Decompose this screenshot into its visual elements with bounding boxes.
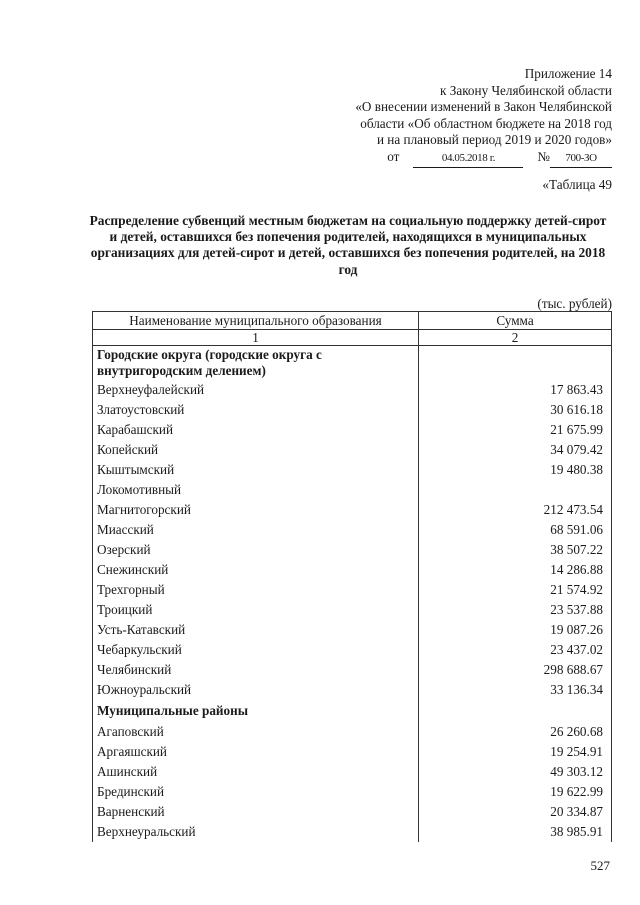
table-row — [93, 660, 612, 680]
municipality-name: Карабашский — [93, 420, 419, 440]
table-row — [93, 742, 612, 762]
page-number: 527 — [590, 858, 610, 873]
amount: 14 286.88 — [419, 560, 612, 580]
table-row — [93, 380, 612, 400]
municipality-name: Магнитогорский — [93, 500, 419, 520]
municipality-name: Усть-Катавский — [93, 620, 419, 640]
law-number: 700-ЗО — [550, 150, 612, 168]
table-row — [93, 722, 612, 742]
municipality-name: Копейский — [93, 440, 419, 460]
amount — [419, 480, 612, 500]
table-body — [93, 346, 612, 843]
table-row — [93, 420, 612, 440]
column-header-sum: Сумма — [419, 312, 612, 330]
amount: 19 622.99 — [419, 782, 612, 802]
amount: 49 303.12 — [419, 762, 612, 782]
header-line: области «Об областном бюджете на 2018 год — [360, 115, 612, 131]
amount: 23 437.02 — [419, 640, 612, 660]
amount: 30 616.18 — [419, 400, 612, 420]
table-reference: «Таблица 49 — [542, 177, 612, 192]
municipality-name: Челябинский — [93, 660, 419, 680]
municipality-name: Чебаркульский — [93, 640, 419, 660]
municipality-name: Озерский — [93, 540, 419, 560]
table-row — [93, 580, 612, 600]
table-row — [93, 520, 612, 540]
column-header-name: Наименование муниципального образования — [93, 312, 419, 330]
amount: 38 507.22 — [419, 540, 612, 560]
law-date-number-line — [282, 149, 612, 168]
amount: 20 334.87 — [419, 802, 612, 822]
section-row — [93, 700, 612, 722]
table-row — [93, 782, 612, 802]
amount: 34 079.42 — [419, 440, 612, 460]
municipality-name: Верхнеуральский — [93, 822, 419, 842]
subventions-table — [92, 311, 612, 842]
table-row — [93, 500, 612, 520]
header-line: Приложение 14 — [524, 66, 612, 81]
law-date: 04.05.2018 г. — [413, 150, 523, 168]
amount: 38 985.91 — [419, 822, 612, 842]
section-title: Муниципальные районы — [93, 700, 419, 722]
amount: 19 480.38 — [419, 460, 612, 480]
table-row — [93, 540, 612, 560]
table-row — [93, 440, 612, 460]
municipality-name: Миасский — [93, 520, 419, 540]
amount: 21 675.99 — [419, 420, 612, 440]
table-row — [93, 640, 612, 660]
table-row — [93, 680, 612, 700]
section-row — [93, 346, 612, 381]
header-line: к Закону Челябинской области — [440, 82, 612, 98]
municipality-name: Брединский — [93, 782, 419, 802]
table-row — [93, 480, 612, 500]
amount: 298 688.67 — [419, 660, 612, 680]
document-header — [282, 66, 612, 168]
table-row — [93, 822, 612, 842]
table-row — [93, 802, 612, 822]
header-line: и на плановый период 2019 и 2020 годов» — [376, 132, 612, 148]
amount: 33 136.34 — [419, 680, 612, 700]
municipality-name: Верхнеуфалейский — [93, 380, 419, 400]
municipality-name: Трехгорный — [93, 580, 419, 600]
amount: 68 591.06 — [419, 520, 612, 540]
municipality-name: Аргаяшский — [93, 742, 419, 762]
municipality-name: Троицкий — [93, 600, 419, 620]
amount: 21 574.92 — [419, 580, 612, 600]
number-prefix: № — [537, 148, 550, 164]
section-title: Городские округа (городские округа с внутригородским делением) — [93, 346, 419, 381]
column-number: 2 — [419, 330, 612, 346]
header-line: «О внесении изменений в Закон Челябинской — [355, 99, 612, 115]
amount: 19 254.91 — [419, 742, 612, 762]
amount: 23 537.88 — [419, 600, 612, 620]
table-row — [93, 400, 612, 420]
municipality-name: Кыштымский — [93, 460, 419, 480]
municipality-name: Златоустовский — [93, 400, 419, 420]
document-title: Распределение субвенций местным бюджетам на социальную поддержку детей-сирот и детей, оставшихся без попечения родителей, находящихся в муниципальных организациях для детей-сирот и детей, оставшихся без попечения родителей, на 2018 год — [89, 213, 607, 277]
municipality-name: Ашинский — [93, 762, 419, 782]
municipality-name: Снежинский — [93, 560, 419, 580]
amount: 212 473.54 — [419, 500, 612, 520]
municipality-name: Агаповский — [93, 722, 419, 742]
municipality-name: Варненский — [93, 802, 419, 822]
table-row — [93, 600, 612, 620]
date-prefix: от — [387, 148, 400, 164]
table-row — [93, 762, 612, 782]
column-number: 1 — [93, 330, 419, 346]
municipality-name: Локомотивный — [93, 480, 419, 500]
table-row — [93, 620, 612, 640]
amount: 26 260.68 — [419, 722, 612, 742]
table-row — [93, 460, 612, 480]
units-label: (тыс. рублей) — [537, 296, 612, 311]
municipality-name: Южноуральский — [93, 680, 419, 700]
amount: 17 863.43 — [419, 380, 612, 400]
amount: 19 087.26 — [419, 620, 612, 640]
table-row — [93, 560, 612, 580]
